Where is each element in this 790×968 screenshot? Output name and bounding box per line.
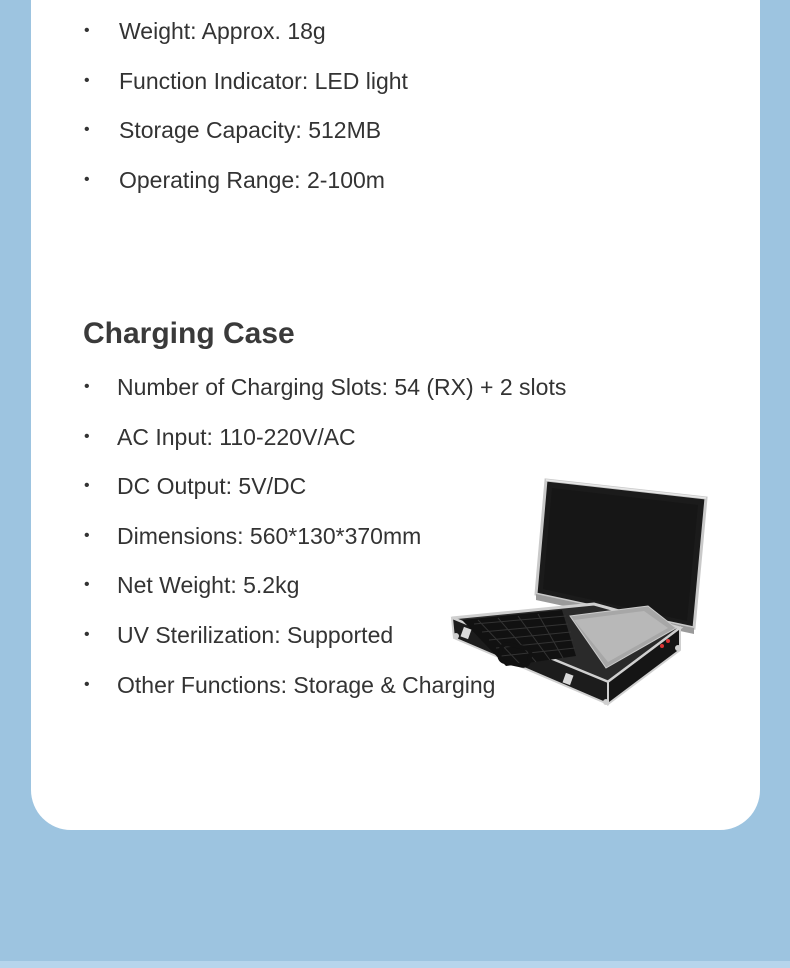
- bullet: •: [84, 576, 90, 594]
- spec-text: Dimensions: 560*130*370mm: [117, 522, 422, 549]
- charging-case-image: [448, 478, 710, 710]
- spec-text: UV Sterilization: Supported: [117, 621, 394, 648]
- bullet: •: [84, 22, 90, 39]
- spec-text: Operating Range: 2-100m: [119, 166, 385, 193]
- bullet: •: [84, 378, 90, 395]
- spec-text: Number of Charging Slots: 54 (RX) + 2 slots: [117, 374, 567, 400]
- bullet: •: [84, 71, 90, 89]
- bullet: •: [84, 477, 90, 495]
- bottom-strip: [0, 961, 790, 968]
- bullet: •: [84, 526, 90, 544]
- bullet: •: [84, 625, 90, 643]
- bullet: •: [84, 121, 90, 139]
- spec-text: Weight: Approx. 18g: [119, 18, 326, 44]
- spec-text: AC Input: 110-220V/AC: [117, 423, 356, 450]
- bullet: •: [84, 170, 90, 188]
- bullet: •: [84, 675, 90, 693]
- spec-text: Other Functions: Storage & Charging: [117, 671, 496, 698]
- spec-text: Net Weight: 5.2kg: [117, 572, 300, 599]
- spec-text: DC Output: 5V/DC: [117, 473, 307, 500]
- bullet: •: [84, 427, 90, 445]
- section-title-charging-case: Charging Case: [83, 317, 295, 350]
- spec-text: Storage Capacity: 512MB: [119, 117, 382, 144]
- spec-text: Function Indicator: LED light: [119, 67, 408, 94]
